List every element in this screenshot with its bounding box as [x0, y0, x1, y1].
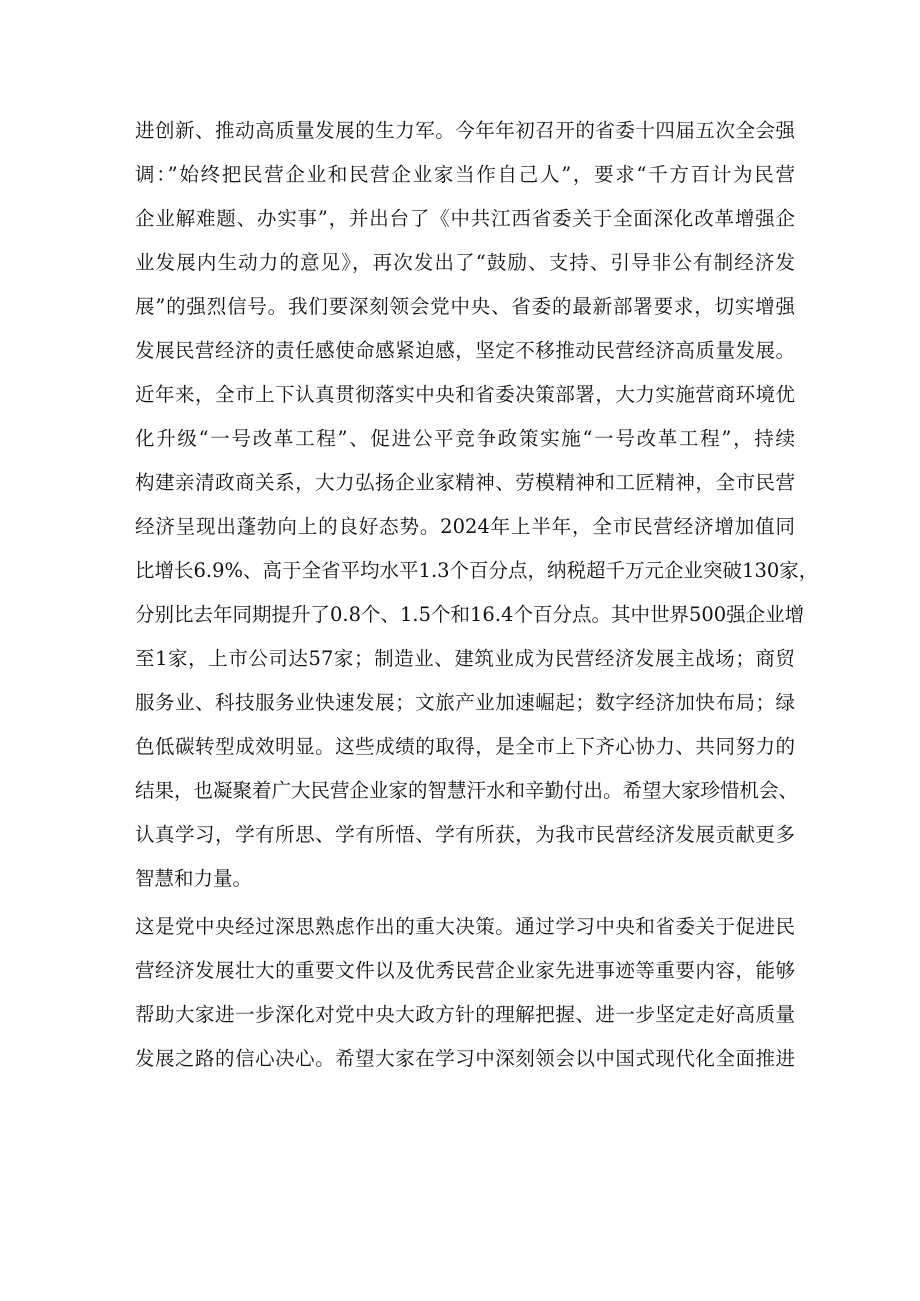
- text-line: 展”的强烈信号。我们要深刻领会党中央、省委的最新部署要求，切实增强: [135, 295, 795, 318]
- text-line: 发展之路的信心决心。希望大家在学习中深刻领会以中国式现代化全面推进: [135, 1047, 795, 1070]
- text-line: 比增长6.9%、高于全省平均水平1.3个百分点，纳税超千万元企业突破130家，: [135, 559, 819, 582]
- text-line: 这是党中央经过深思熟虑作出的重大决策。通过学习中央和省委关于促进民: [135, 915, 795, 938]
- text-line: 智慧和力量。: [135, 867, 253, 890]
- text-line: 结果，也凝聚着广大民营企业家的智慧汗水和辛勤付出。希望大家珍惜机会、: [135, 779, 799, 802]
- text-line: 色低碳转型成效明显。这些成绩的取得，是全市上下齐心协力、共同努力的: [135, 735, 795, 758]
- text-line: 认真学习，学有所思、学有所悟、学有所获，为我市民营经济发展贡献更多: [135, 823, 795, 846]
- text-line: 近年来，全市上下认真贯彻落实中央和省委决策部署，大力实施营商环境优: [135, 383, 795, 406]
- text-line: 服务业、科技服务业快速发展；文旅产业加速崛起；数字经济加快布局；绿: [135, 691, 795, 714]
- text-line: 营经济发展壮大的重要文件以及优秀民营企业家先进事迹等重要内容，能够: [135, 959, 795, 982]
- text-line: 经济呈现出蓬勃向上的良好态势。2024年上半年，全市民营经济增加值同: [135, 515, 795, 538]
- text-line: 分别比去年同期提升了0.8个、1.5个和16.4个百分点。其中世界500强企业增: [135, 603, 805, 626]
- text-line: 化升级“一号改革工程”、促进公平竞争政策实施“一号改革工程”，持续: [135, 427, 795, 450]
- text-line: 调：”始终把民营企业和民营企业家当作自己人”，要求“千方百计为民营: [135, 163, 795, 186]
- text-line: 企业解难题、办实事”，并出台了《中共江西省委关于全面深化改革增强企: [135, 207, 795, 230]
- text-line: 发展民营经济的责任感使命感紧迫感，坚定不移推动民营经济高质量发展。: [135, 339, 795, 362]
- text-line: 进创新、推动高质量发展的生力军。今年年初召开的省委十四届五次全会强: [135, 119, 795, 142]
- text-line: 帮助大家进一步深化对党中央大政方针的理解把握、进一步坚定走好高质量: [135, 1003, 795, 1026]
- text-line: 至1家，上市公司达57家；制造业、建筑业成为民营经济发展主战场；商贸: [135, 647, 795, 670]
- text-line: 构建亲清政商关系，大力弘扬企业家精神、劳模精神和工匠精神，全市民营: [135, 471, 795, 494]
- text-line: 业发展内生动力的意见》，再次发出了“鼓励、支持、引导非公有制经济发: [135, 251, 795, 274]
